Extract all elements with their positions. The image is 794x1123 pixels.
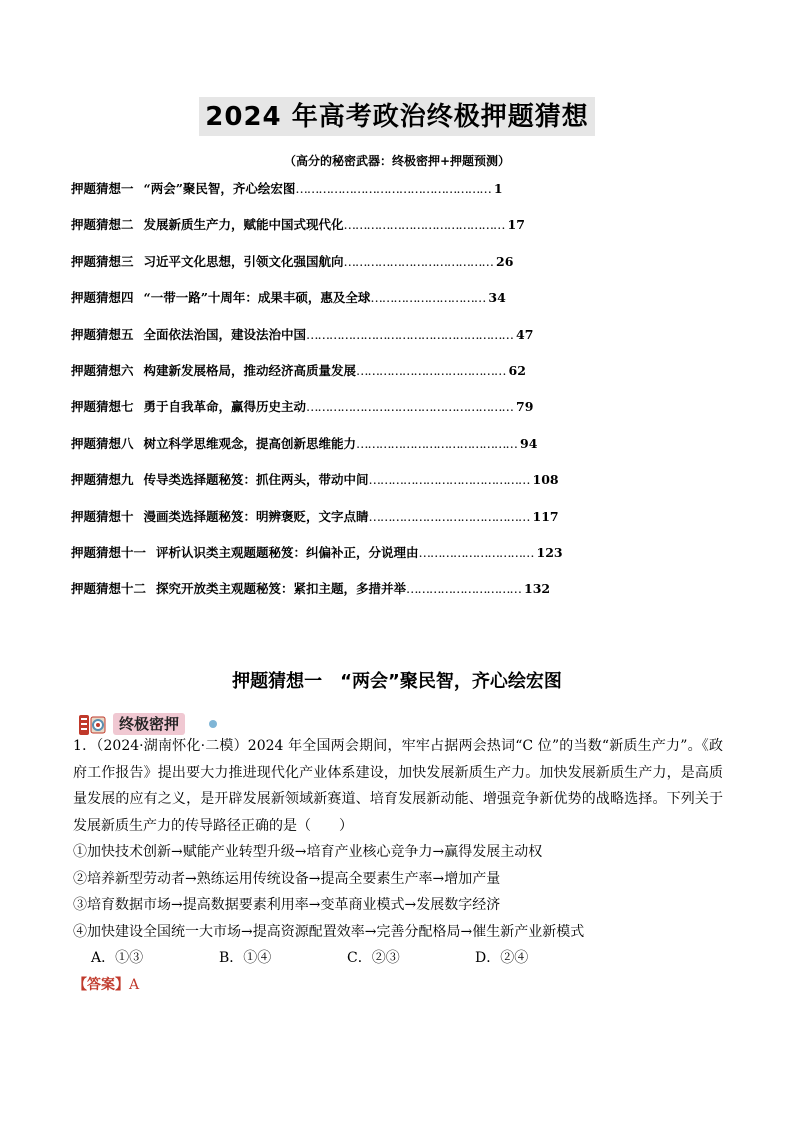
toc-leader-dots: …………………………………	[343, 253, 494, 269]
toc-entry[interactable]	[71, 435, 731, 471]
toc-leader-dots: ………………………………………………	[306, 326, 514, 342]
document-subtitle: （高分的秘密武器：终极密押+押题预测）	[283, 154, 511, 168]
toc-entry-text: 探究开放类主观题秘笈：紧扣主题，多措并举	[156, 581, 407, 597]
toc-entry[interactable]	[71, 580, 731, 616]
toc-leader-dots: …………………………	[418, 544, 534, 560]
question-option: ②培养新型劳动者→熟练运用传统设备→提高全要素生产率→增加产量	[73, 870, 501, 887]
question-option: ③培育数据市场→提高数据要素利用率→变革商业模式→发展数字经济	[73, 897, 501, 913]
toc-page-number: 1	[493, 181, 503, 196]
badge-label: 终极密押	[113, 713, 185, 735]
toc-entry-text: 传导类选择题秘笈：抓住两头，带动中间	[143, 472, 369, 488]
toc-entry[interactable]	[71, 544, 731, 580]
toc-page-number: 94	[520, 435, 538, 451]
toc-entry-text: 树立科学思维观念，提高创新思维能力	[143, 435, 357, 451]
toc-leader-dots: …………………………………	[356, 362, 506, 378]
answer-line	[73, 972, 723, 999]
toc-entry[interactable]	[71, 362, 731, 398]
toc-page-number: 34	[488, 290, 506, 306]
toc-entry-text: “两会”聚民智，齐心绘宏图	[143, 181, 296, 196]
toc-entry-label: 押题猜想九	[71, 472, 134, 488]
toc-entry-text: 评析认识类主观题题秘笈：纠偏补正，分说理由	[156, 544, 419, 560]
answer-value: A	[129, 976, 140, 993]
toc-entry-label: 押题猜想七	[71, 399, 134, 415]
toc-leader-dots: ……………………………………	[368, 472, 530, 488]
toc-page-number: 108	[532, 472, 559, 488]
toc-leader-dots: …………………………	[406, 581, 522, 597]
toc-entry-text: 勇于自我革命，赢得历史主动	[143, 399, 307, 415]
question-stem: 1．（2024·湖南怀化·二模）2024 年全国两会期间，牢牢占据两会热词“C 位”的当数“新质生产力”。《政府工作报告》提出要大力推进现代化产业体系建设，加快发展新质生产力。加快发展新质生产力，是高质量发展的应有之义，是开辟发展新领域新赛道、培育发展新动能、增强竞争新优势的战略选择。下列关于发展新质生产力的传导路径正确的是（ ）	[73, 738, 723, 834]
toc-entry[interactable]	[71, 471, 731, 507]
toc-entry-text: 漫画类选择题秘笈：明辨褒贬，文字点睛	[143, 508, 369, 524]
answer-tag: 【答案】	[73, 976, 129, 993]
toc-leader-dots: ……………………………………	[356, 435, 518, 451]
toc-entry[interactable]	[71, 508, 731, 544]
choice-b: B．①④	[219, 950, 272, 966]
toc-entry-label: 押题猜想四	[71, 290, 134, 306]
toc-entry-text: “一带一路”十周年：成果丰硕，惠及全球	[143, 290, 371, 306]
toc-entry-text: 习近平文化思想，引领文化强国航向	[143, 253, 344, 269]
toc-entry-label: 押题猜想一	[71, 181, 134, 196]
toc-entry[interactable]	[71, 398, 731, 434]
question-option: ①加快技术创新→赋能产业转型升级→培育产业核心竞争力→赢得发展主动权	[73, 844, 543, 860]
toc-entry[interactable]	[71, 180, 731, 216]
badge-dot	[209, 720, 217, 728]
toc-page-number: 62	[508, 362, 526, 378]
question-option: ④加快建设全国统一大市场→提高资源配置效率→完善分配格局→催生新产业新模式	[73, 923, 585, 940]
toc-page-number: 132	[524, 581, 551, 597]
toc-entry[interactable]	[71, 253, 731, 289]
section-title: 押题猜想一 “两会”聚民智，齐心绘宏图	[232, 671, 562, 692]
toc-page-number: 117	[532, 508, 559, 524]
toc-entry-label: 押题猜想五	[71, 326, 134, 342]
toc-entry-label: 押题猜想六	[71, 362, 134, 378]
toc-leader-dots: ……………………………………	[343, 217, 505, 233]
table-of-contents	[71, 180, 731, 617]
choice-a: A．①③	[91, 950, 144, 966]
toc-entry-label: 押题猜想三	[71, 253, 134, 269]
toc-entry[interactable]	[71, 289, 731, 325]
toc-leader-dots: ………………………………………………	[306, 399, 514, 415]
document-title: 2024 年高考政治终极押题猜想	[199, 97, 594, 136]
toc-entry-text: 全面依法治国，建设法治中国	[143, 326, 307, 342]
toc-entry-label: 押题猜想八	[71, 435, 134, 451]
toc-page-number: 47	[516, 326, 534, 342]
toc-leader-dots: ……………………………………	[368, 508, 530, 524]
answer-choices	[73, 945, 723, 972]
toc-page-number: 17	[507, 217, 525, 233]
choice-c: C．②③	[347, 950, 400, 966]
toc-entry[interactable]	[71, 216, 731, 252]
toc-entry-label: 押题猜想二	[71, 217, 134, 233]
title-wrap	[0, 97, 794, 136]
toc-entry-text: 构建新发展格局，推动经济高质量发展	[143, 362, 357, 378]
question-1	[73, 733, 723, 998]
toc-entry-label: 押题猜想十二	[71, 581, 147, 597]
toc-page-number: 123	[536, 544, 563, 560]
toc-entry-text: 发展新质生产力，赋能中国式现代化	[143, 217, 344, 233]
toc-entry-label: 押题猜想十	[71, 508, 134, 524]
toc-entry[interactable]	[71, 326, 731, 362]
toc-leader-dots: …………………………	[370, 290, 486, 306]
toc-page-number: 79	[516, 399, 534, 415]
choice-d: D．②④	[475, 950, 529, 966]
toc-leader-dots: ……………………………………………	[295, 181, 491, 196]
toc-page-number: 26	[496, 253, 514, 269]
toc-entry-label: 押题猜想十一	[71, 544, 147, 560]
